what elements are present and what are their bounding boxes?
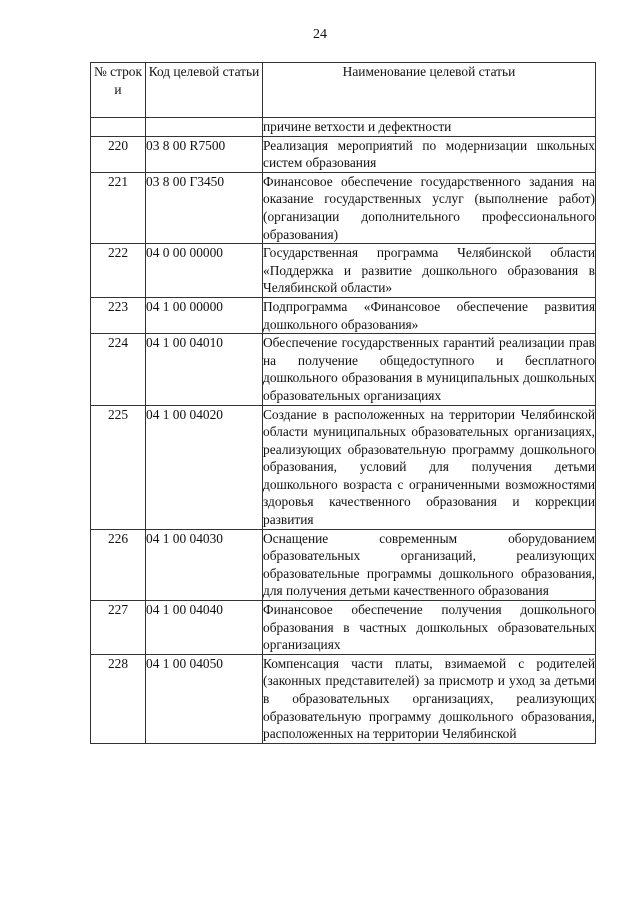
name-cell: Создание в расположенных на территории Челябинской области муниципальных образовательных организациях, реализующих образовательную программу дошкольного образования, условий для получения детьми дошкольного возраста с ограниченными возможностями здоровья качественного образования и коррекции развития: [263, 405, 596, 529]
table-row-continuation: [91, 118, 596, 137]
name-cell: Обеспечение государственных гарантий реализации прав на получение общедоступного и бесплатного дошкольного образования в муниципальных дошкольных образовательных организациях: [263, 334, 596, 405]
row-number-cell: 222: [91, 244, 146, 298]
table-row: [91, 405, 596, 529]
table-row: [91, 297, 596, 333]
name-cell: Реализация мероприятий по модернизации школьных систем образования: [263, 136, 596, 172]
row-number-cell: 228: [91, 654, 146, 743]
table-row: [91, 334, 596, 405]
table-row: [91, 654, 596, 743]
name-cell: Государственная программа Челябинской области «Поддержка и развитие дошкольного образования в Челябинской области»: [263, 244, 596, 298]
budget-classification-table: [90, 62, 596, 744]
header-target-name: Наименование целевой статьи: [263, 63, 596, 118]
code-cell: 04 1 00 04020: [146, 405, 263, 529]
name-cell: причине ветхости и дефектности: [263, 118, 596, 137]
row-number-cell: 225: [91, 405, 146, 529]
code-cell: 03 8 00 Г3450: [146, 172, 263, 243]
name-cell: Компенсация части платы, взимаемой с родителей (законных представителей) за присмотр и уход за детьми в образовательных организациях, реализующих образовательную программу дошкольного образования, расположенных на территории Челябинской: [263, 654, 596, 743]
code-cell: 03 8 00 R7500: [146, 136, 263, 172]
name-cell: Оснащение современным оборудованием образовательных организаций, реализующих образовательные программы дошкольного образования, для получения детьми качественного образования: [263, 529, 596, 600]
row-number-cell: 221: [91, 172, 146, 243]
table-row: [91, 529, 596, 600]
table-row: [91, 601, 596, 655]
name-cell: Финансовое обеспечение государственного задания на оказание государственных услуг (выполнение работ) (организации дополнительного профессионального образования): [263, 172, 596, 243]
header-target-code: Код целевой статьи: [146, 63, 263, 118]
code-cell: [146, 118, 263, 137]
row-number-cell: 223: [91, 297, 146, 333]
header-row-number: № строк и: [91, 63, 146, 118]
code-cell: 04 0 00 00000: [146, 244, 263, 298]
row-number-cell: 226: [91, 529, 146, 600]
name-cell: Подпрограмма «Финансовое обеспечение развития дошкольного образования»: [263, 297, 596, 333]
code-cell: 04 1 00 00000: [146, 297, 263, 333]
table-row: [91, 136, 596, 172]
table-header-row: [91, 63, 596, 118]
table-row: [91, 172, 596, 243]
page-number: 24: [313, 27, 327, 42]
name-cell: Финансовое обеспечение получения дошкольного образования в частных дошкольных образовательных организациях: [263, 601, 596, 655]
code-cell: 04 1 00 04010: [146, 334, 263, 405]
table-row: [91, 244, 596, 298]
code-cell: 04 1 00 04030: [146, 529, 263, 600]
row-number-cell: [91, 118, 146, 137]
row-number-cell: 224: [91, 334, 146, 405]
row-number-cell: 220: [91, 136, 146, 172]
code-cell: 04 1 00 04040: [146, 601, 263, 655]
code-cell: 04 1 00 04050: [146, 654, 263, 743]
row-number-cell: 227: [91, 601, 146, 655]
